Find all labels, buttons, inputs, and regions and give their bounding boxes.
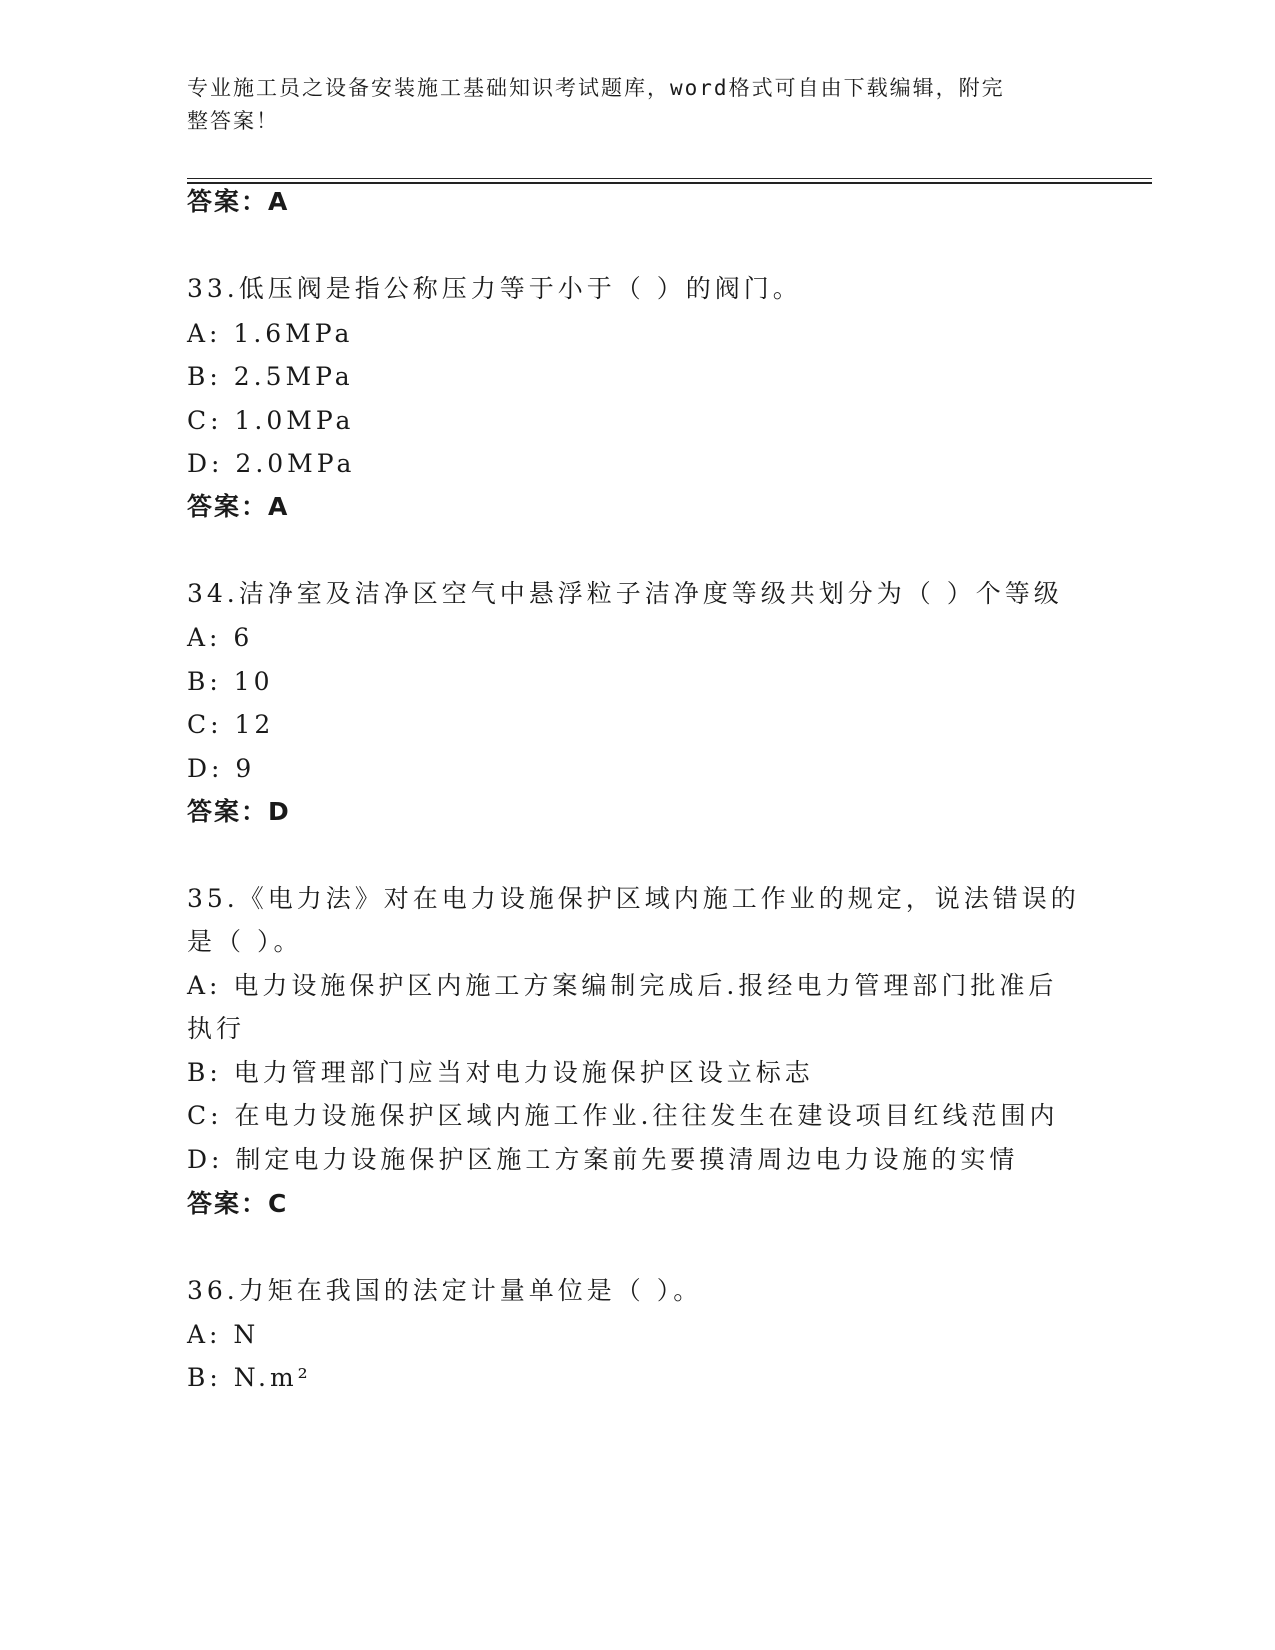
q34-option-c: C: 12 <box>187 710 275 739</box>
q35-answer: 答案：C <box>187 1189 289 1218</box>
q34-option-b: B: 10 <box>187 667 274 696</box>
header-rule-thick <box>187 182 1152 184</box>
header-line-1: 专业施工员之设备安装施工基础知识考试题库，word格式可自由下载编辑，附完 <box>187 76 1005 100</box>
header-rule-thin <box>187 178 1152 179</box>
previous-answer: 答案：A <box>187 187 290 216</box>
q33-answer: 答案：A <box>187 492 290 521</box>
q36-option-a: A: N <box>187 1320 260 1349</box>
q33-option-a: A: 1.6MPa <box>187 319 354 348</box>
q33-option-c: C: 1.0MPa <box>187 406 355 435</box>
q36-stem: 36.力矩在我国的法定计量单位是（ ）。 <box>187 1276 703 1305</box>
q35-option-d: D: 制定电力设施保护区施工方案前先要摸清周边电力设施的实情 <box>187 1145 1019 1174</box>
header-line-2: 整答案！ <box>187 109 279 133</box>
q35-option-a-line-1: A: 电力设施保护区内施工方案编制完成后.报经电力管理部门批准后 <box>187 971 1058 1000</box>
q34-option-d: D: 9 <box>187 754 256 783</box>
q33-option-d: D: 2.0MPa <box>187 449 356 478</box>
q35-option-a-line-2: 执行 <box>187 1014 246 1043</box>
q33-option-b: B: 2.5MPa <box>187 362 354 391</box>
q36-option-b: B: N.m² <box>187 1363 312 1392</box>
q34-option-a: A: 6 <box>187 623 254 652</box>
q35-option-c: C: 在电力设施保护区域内施工作业.往往发生在建设项目红线范围内 <box>187 1101 1059 1130</box>
q35-stem-line-1: 35.《电力法》对在电力设施保护区域内施工作业的规定，说法错误的 <box>187 884 1080 913</box>
document-header <box>187 72 1067 138</box>
q34-answer: 答案：D <box>187 797 291 826</box>
q35-option-b: B: 电力管理部门应当对电力设施保护区设立标志 <box>187 1058 814 1087</box>
q33-stem: 33.低压阀是指公称压力等于小于（ ）的阀门。 <box>187 274 802 303</box>
q34-stem: 34.洁净室及洁净区空气中悬浮粒子洁净度等级共划分为（ ）个等级 <box>187 579 1063 608</box>
q35-stem-line-2: 是（ ）。 <box>187 927 303 956</box>
